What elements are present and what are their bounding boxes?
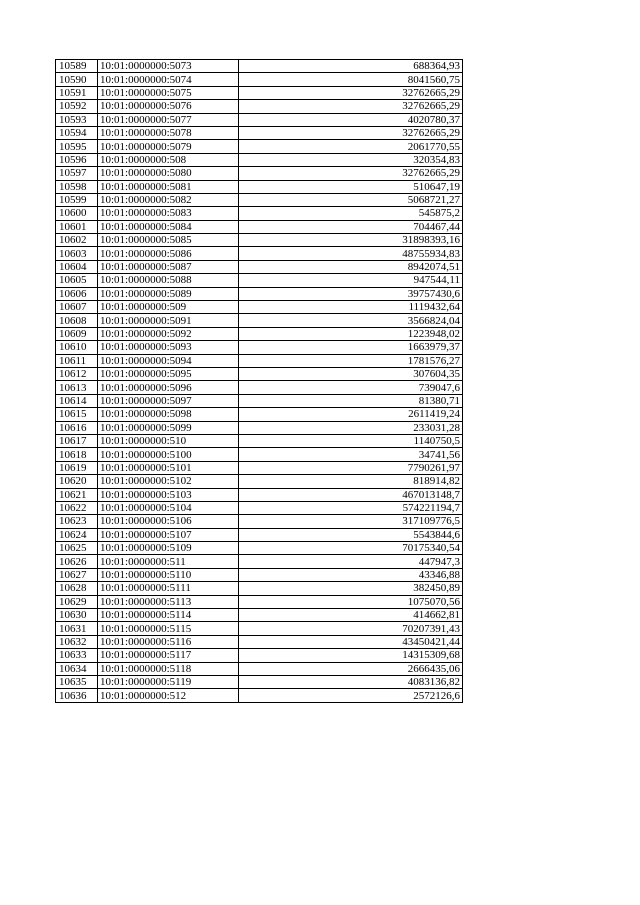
value-cell: 317109776,5 — [239, 515, 463, 528]
row-number-cell: 10625 — [56, 542, 98, 555]
table-row — [56, 367, 463, 380]
value-cell: 2061770,55 — [239, 140, 463, 153]
cadastral-number-cell: 10:01:0000000:5089 — [98, 287, 239, 300]
cadastral-number-cell: 10:01:0000000:5075 — [98, 86, 239, 99]
row-number-cell: 10620 — [56, 475, 98, 488]
table-row — [56, 488, 463, 501]
value-cell: 1781576,27 — [239, 354, 463, 367]
table-row — [56, 60, 463, 73]
table-row — [56, 301, 463, 314]
value-cell: 48755934,83 — [239, 247, 463, 260]
value-cell: 2572126,6 — [239, 689, 463, 702]
row-number-cell: 10590 — [56, 73, 98, 86]
table-row — [56, 394, 463, 407]
row-number-cell: 10619 — [56, 461, 98, 474]
table-row — [56, 180, 463, 193]
table-row — [56, 327, 463, 340]
value-cell: 8041560,75 — [239, 73, 463, 86]
value-cell: 5543844,6 — [239, 528, 463, 541]
cadastral-number-cell: 10:01:0000000:5087 — [98, 260, 239, 273]
table-row — [56, 542, 463, 555]
row-number-cell: 10623 — [56, 515, 98, 528]
cadastral-number-cell: 10:01:0000000:510 — [98, 434, 239, 447]
table-row — [56, 501, 463, 514]
cadastral-number-cell: 10:01:0000000:5081 — [98, 180, 239, 193]
value-cell: 467013148,7 — [239, 488, 463, 501]
cadastral-number-cell: 10:01:0000000:5094 — [98, 354, 239, 367]
cadastral-number-cell: 10:01:0000000:5073 — [98, 60, 239, 73]
table-row — [56, 314, 463, 327]
row-number-cell: 10628 — [56, 582, 98, 595]
cadastral-number-cell: 10:01:0000000:5077 — [98, 113, 239, 126]
value-cell: 818914,82 — [239, 475, 463, 488]
table-row — [56, 622, 463, 635]
table-row — [56, 287, 463, 300]
table-row — [56, 354, 463, 367]
cadastral-number-cell: 10:01:0000000:5114 — [98, 609, 239, 622]
cadastral-number-cell: 10:01:0000000:5104 — [98, 501, 239, 514]
row-number-cell: 10602 — [56, 234, 98, 247]
cadastral-number-cell: 10:01:0000000:5076 — [98, 100, 239, 113]
table-row — [56, 408, 463, 421]
value-cell: 704467,44 — [239, 220, 463, 233]
cadastral-number-cell: 10:01:0000000:5093 — [98, 341, 239, 354]
cadastral-number-cell: 10:01:0000000:5083 — [98, 207, 239, 220]
table-row — [56, 555, 463, 568]
cadastral-number-cell: 10:01:0000000:5109 — [98, 542, 239, 555]
table-row — [56, 595, 463, 608]
row-number-cell: 10603 — [56, 247, 98, 260]
table-row — [56, 153, 463, 166]
table-row — [56, 140, 463, 153]
table-row — [56, 448, 463, 461]
value-cell: 2666435,06 — [239, 662, 463, 675]
table-row — [56, 689, 463, 702]
row-number-cell: 10611 — [56, 354, 98, 367]
cadastral-number-cell: 10:01:0000000:508 — [98, 153, 239, 166]
cadastral-number-cell: 10:01:0000000:5107 — [98, 528, 239, 541]
row-number-cell: 10634 — [56, 662, 98, 675]
value-cell: 545875,2 — [239, 207, 463, 220]
value-cell: 1075070,56 — [239, 595, 463, 608]
cadastral-number-cell: 10:01:0000000:511 — [98, 555, 239, 568]
row-number-cell: 10635 — [56, 675, 98, 688]
row-number-cell: 10613 — [56, 381, 98, 394]
cadastral-number-cell: 10:01:0000000:5103 — [98, 488, 239, 501]
value-cell: 414662,81 — [239, 609, 463, 622]
cadastral-number-cell: 10:01:0000000:5086 — [98, 247, 239, 260]
row-number-cell: 10622 — [56, 501, 98, 514]
row-number-cell: 10594 — [56, 126, 98, 139]
value-cell: 1140750,5 — [239, 434, 463, 447]
row-number-cell: 10605 — [56, 274, 98, 287]
cadastral-number-cell: 10:01:0000000:5080 — [98, 167, 239, 180]
row-number-cell: 10589 — [56, 60, 98, 73]
row-number-cell: 10592 — [56, 100, 98, 113]
table-row — [56, 609, 463, 622]
table-body — [56, 60, 463, 703]
value-cell: 31898393,16 — [239, 234, 463, 247]
row-number-cell: 10601 — [56, 220, 98, 233]
cadastral-number-cell: 10:01:0000000:5079 — [98, 140, 239, 153]
cadastral-number-cell: 10:01:0000000:5118 — [98, 662, 239, 675]
table-row — [56, 207, 463, 220]
row-number-cell: 10636 — [56, 689, 98, 702]
value-cell: 81380,71 — [239, 394, 463, 407]
row-number-cell: 10604 — [56, 260, 98, 273]
value-cell: 39757430,6 — [239, 287, 463, 300]
table-row — [56, 475, 463, 488]
value-cell: 43346,88 — [239, 568, 463, 581]
value-cell: 8942074,51 — [239, 260, 463, 273]
cadastral-number-cell: 10:01:0000000:5119 — [98, 675, 239, 688]
table-row — [56, 73, 463, 86]
table-row — [56, 193, 463, 206]
value-cell: 70207391,43 — [239, 622, 463, 635]
table-row — [56, 274, 463, 287]
cadastral-number-cell: 10:01:0000000:5074 — [98, 73, 239, 86]
table-row — [56, 234, 463, 247]
row-number-cell: 10606 — [56, 287, 98, 300]
cadastral-number-cell: 10:01:0000000:5084 — [98, 220, 239, 233]
cadastral-number-cell: 10:01:0000000:5085 — [98, 234, 239, 247]
row-number-cell: 10614 — [56, 394, 98, 407]
table-row — [56, 167, 463, 180]
row-number-cell: 10598 — [56, 180, 98, 193]
cadastral-number-cell: 10:01:0000000:5101 — [98, 461, 239, 474]
table-row — [56, 126, 463, 139]
value-cell: 70175340,54 — [239, 542, 463, 555]
value-cell: 34741,56 — [239, 448, 463, 461]
table-row — [56, 113, 463, 126]
value-cell: 32762665,29 — [239, 86, 463, 99]
table-row — [56, 461, 463, 474]
value-cell: 688364,93 — [239, 60, 463, 73]
value-cell: 32762665,29 — [239, 126, 463, 139]
cadastral-number-cell: 10:01:0000000:5110 — [98, 568, 239, 581]
table-row — [56, 434, 463, 447]
table-row — [56, 675, 463, 688]
table-row — [56, 341, 463, 354]
cadastral-number-cell: 10:01:0000000:5117 — [98, 649, 239, 662]
cadastral-number-cell: 10:01:0000000:5100 — [98, 448, 239, 461]
table-row — [56, 421, 463, 434]
row-number-cell: 10609 — [56, 327, 98, 340]
value-cell: 32762665,29 — [239, 100, 463, 113]
row-number-cell: 10630 — [56, 609, 98, 622]
table-row — [56, 582, 463, 595]
value-cell: 1663979,37 — [239, 341, 463, 354]
cadastral-number-cell: 10:01:0000000:5111 — [98, 582, 239, 595]
table-row — [56, 635, 463, 648]
table-row — [56, 220, 463, 233]
value-cell: 1223948,02 — [239, 327, 463, 340]
row-number-cell: 10624 — [56, 528, 98, 541]
value-cell: 574221194,7 — [239, 501, 463, 514]
cadastral-number-cell: 10:01:0000000:5113 — [98, 595, 239, 608]
row-number-cell: 10631 — [56, 622, 98, 635]
value-cell: 1119432,64 — [239, 301, 463, 314]
table-row — [56, 649, 463, 662]
row-number-cell: 10618 — [56, 448, 98, 461]
cadastral-number-cell: 10:01:0000000:509 — [98, 301, 239, 314]
cadastral-number-cell: 10:01:0000000:5106 — [98, 515, 239, 528]
row-number-cell: 10608 — [56, 314, 98, 327]
cadastral-number-cell: 10:01:0000000:5116 — [98, 635, 239, 648]
value-cell: 14315309,68 — [239, 649, 463, 662]
cadastral-number-cell: 10:01:0000000:5091 — [98, 314, 239, 327]
value-cell: 43450421,44 — [239, 635, 463, 648]
table-row — [56, 100, 463, 113]
cadastral-number-cell: 10:01:0000000:5088 — [98, 274, 239, 287]
cadastral-number-cell: 10:01:0000000:5095 — [98, 367, 239, 380]
value-cell: 233031,28 — [239, 421, 463, 434]
row-number-cell: 10629 — [56, 595, 98, 608]
table-row — [56, 381, 463, 394]
value-cell: 447947,3 — [239, 555, 463, 568]
row-number-cell: 10610 — [56, 341, 98, 354]
cadastral-number-cell: 10:01:0000000:5115 — [98, 622, 239, 635]
cadastral-number-cell: 10:01:0000000:5097 — [98, 394, 239, 407]
value-cell: 382450,89 — [239, 582, 463, 595]
row-number-cell: 10596 — [56, 153, 98, 166]
value-cell: 320354,83 — [239, 153, 463, 166]
cadastral-number-cell: 10:01:0000000:5096 — [98, 381, 239, 394]
row-number-cell: 10591 — [56, 86, 98, 99]
row-number-cell: 10597 — [56, 167, 98, 180]
value-cell: 307604,35 — [239, 367, 463, 380]
row-number-cell: 10600 — [56, 207, 98, 220]
cadastral-value-table — [55, 59, 463, 703]
row-number-cell: 10595 — [56, 140, 98, 153]
row-number-cell: 10626 — [56, 555, 98, 568]
value-cell: 4083136,82 — [239, 675, 463, 688]
value-cell: 947544,11 — [239, 274, 463, 287]
row-number-cell: 10615 — [56, 408, 98, 421]
cadastral-number-cell: 10:01:0000000:5082 — [98, 193, 239, 206]
row-number-cell: 10593 — [56, 113, 98, 126]
value-cell: 32762665,29 — [239, 167, 463, 180]
table-row — [56, 247, 463, 260]
row-number-cell: 10607 — [56, 301, 98, 314]
cadastral-number-cell: 10:01:0000000:5078 — [98, 126, 239, 139]
cadastral-number-cell: 10:01:0000000:5098 — [98, 408, 239, 421]
cadastral-number-cell: 10:01:0000000:512 — [98, 689, 239, 702]
table-row — [56, 528, 463, 541]
row-number-cell: 10612 — [56, 367, 98, 380]
row-number-cell: 10621 — [56, 488, 98, 501]
value-cell: 3566824,04 — [239, 314, 463, 327]
row-number-cell: 10599 — [56, 193, 98, 206]
cadastral-number-cell: 10:01:0000000:5092 — [98, 327, 239, 340]
value-cell: 5068721,27 — [239, 193, 463, 206]
table-row — [56, 662, 463, 675]
table-row — [56, 86, 463, 99]
row-number-cell: 10633 — [56, 649, 98, 662]
cadastral-number-cell: 10:01:0000000:5099 — [98, 421, 239, 434]
row-number-cell: 10617 — [56, 434, 98, 447]
cadastral-number-cell: 10:01:0000000:5102 — [98, 475, 239, 488]
value-cell: 4020780,37 — [239, 113, 463, 126]
table-row — [56, 515, 463, 528]
value-cell: 510647,19 — [239, 180, 463, 193]
row-number-cell: 10616 — [56, 421, 98, 434]
value-cell: 7790261,97 — [239, 461, 463, 474]
value-cell: 2611419,24 — [239, 408, 463, 421]
table-row — [56, 568, 463, 581]
table-row — [56, 260, 463, 273]
value-cell: 739047,6 — [239, 381, 463, 394]
row-number-cell: 10632 — [56, 635, 98, 648]
row-number-cell: 10627 — [56, 568, 98, 581]
